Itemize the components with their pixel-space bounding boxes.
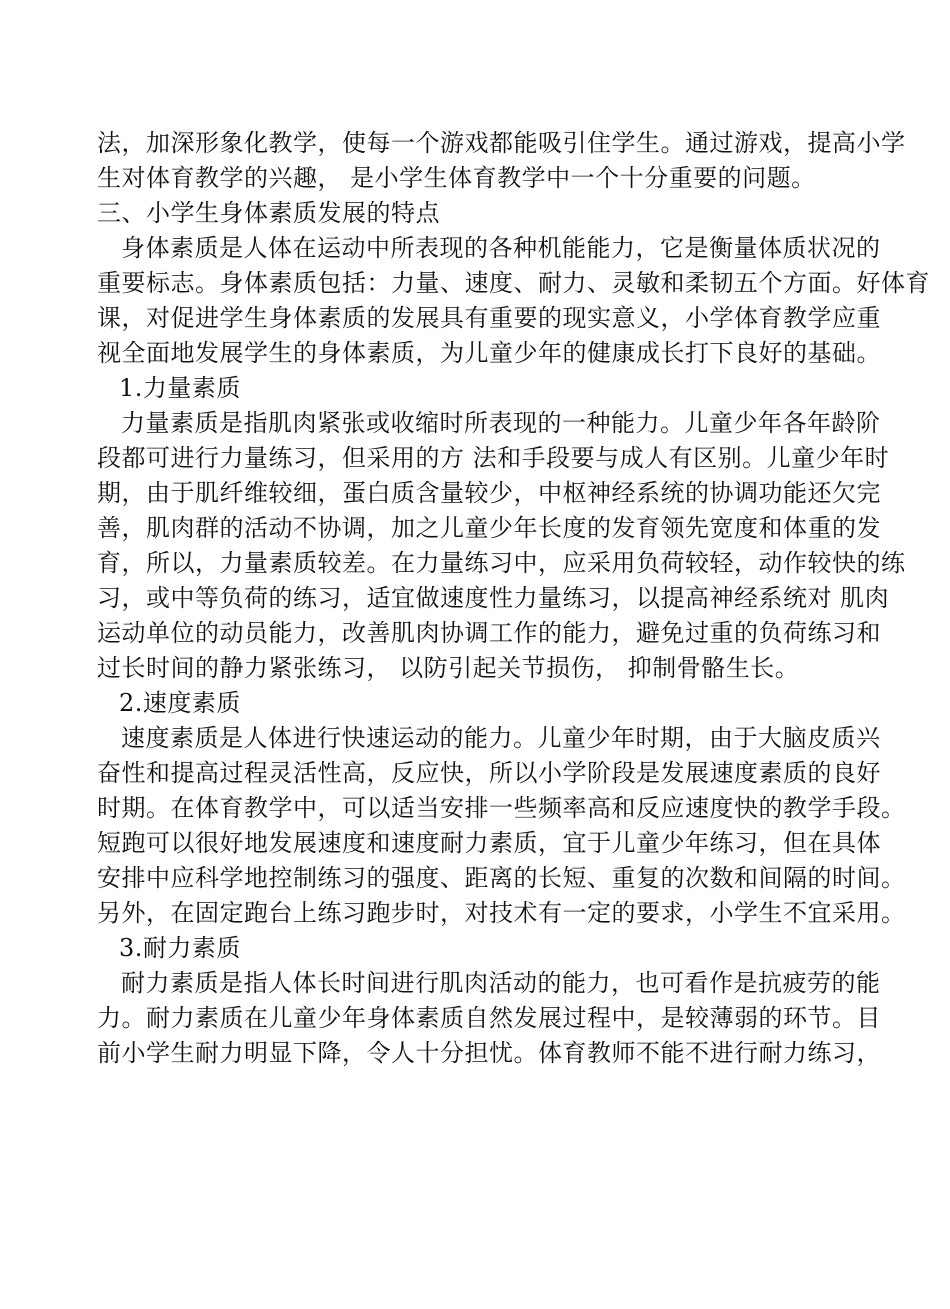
paragraph-line: 育，所以，力量素质较差。在力量练习中，应采用负荷较轻，动作较快的练 (97, 549, 906, 577)
paragraph-line: 前小学生耐力明显下降，令人十分担忧。体育教师不能不进行耐力练习， (97, 1039, 881, 1067)
paragraph-line: 运动单位的动员能力，改善肌肉协调工作的能力，避免过重的负荷练习和 (97, 619, 881, 647)
section-heading: 三、小学生身体素质发展的特点 (97, 199, 440, 227)
document-page (97, 126, 930, 1071)
paragraph-line: 力。耐力素质在儿童少年身体素质自然发展过程中，是较薄弱的环节。目 (97, 1004, 881, 1032)
paragraph-line: 善，肌肉群的活动不协调，加之儿童少年长度的发育领先宽度和体重的发 (97, 514, 881, 542)
paragraph-line: 期，由于肌纤维较细，蛋白质含量较少，中枢神经系统的协调功能还欠完 (97, 479, 881, 507)
paragraph-line: 身体素质是人体在运动中所表现的各种机能能力，它是衡量体质状况的 (121, 234, 881, 262)
subsection-heading-endurance: 3.耐力素质 (119, 934, 241, 962)
paragraph-line: 短跑可以很好地发展速度和速度耐力素质，宜于儿童少年练习，但在具体 (97, 829, 881, 857)
paragraph-line: 课，对促进学生身体素质的发展具有重要的现实意义，小学体育教学应重 (97, 304, 881, 332)
paragraph-line: 生对体育教学的兴趣， 是小学生体育教学中一个十分重要的问题。 (97, 164, 816, 192)
paragraph-line: 奋性和提高过程灵活性高，反应快，所以小学阶段是发展速度素质的良好 (97, 759, 881, 787)
subsection-heading-speed: 2.速度素质 (119, 689, 241, 717)
paragraph-line: 段都可进行力量练习，但采用的方 法和手段要与成人有区别。儿童少年时 (97, 444, 890, 472)
paragraph-line: 时期。在体育教学中，可以适当安排一些频率高和反应速度快的教学手段。 (97, 794, 906, 822)
paragraph-line: 过长时间的静力紧张练习， 以防引起关节损伤， 抑制骨骼生长。 (97, 654, 800, 682)
paragraph-line: 速度素质是人体进行快速运动的能力。儿童少年时期，由于大脑皮质兴 (121, 724, 881, 752)
paragraph-line: 重要标志。身体素质包括：力量、速度、耐力、灵敏和柔韧五个方面。好体育 (97, 269, 930, 297)
paragraph-line: 法，加深形象化教学，使每一个游戏都能吸引住学生。通过游戏，提高小学 (97, 129, 906, 157)
paragraph-line: 安排中应科学地控制练习的强度、距离的长短、重复的次数和间隔的时间。 (97, 864, 906, 892)
paragraph-line: 力量素质是指肌肉紧张或收缩时所表现的一种能力。儿童少年各年龄阶 (121, 409, 881, 437)
paragraph-line: 耐力素质是指人体长时间进行肌肉活动的能力，也可看作是抗疲劳的能 (121, 969, 881, 997)
subsection-heading-strength: 1.力量素质 (119, 374, 241, 402)
paragraph-line: 视全面地发展学生的身体素质，为儿童少年的健康成长打下良好的基础。 (97, 339, 881, 367)
paragraph-line: 习，或中等负荷的练习，适宜做速度性力量练习，以提高神经系统对 肌肉 (97, 584, 890, 612)
paragraph-line: 另外，在固定跑台上练习跑步时，对技术有一定的要求，小学生不宜采用。 (97, 899, 906, 927)
